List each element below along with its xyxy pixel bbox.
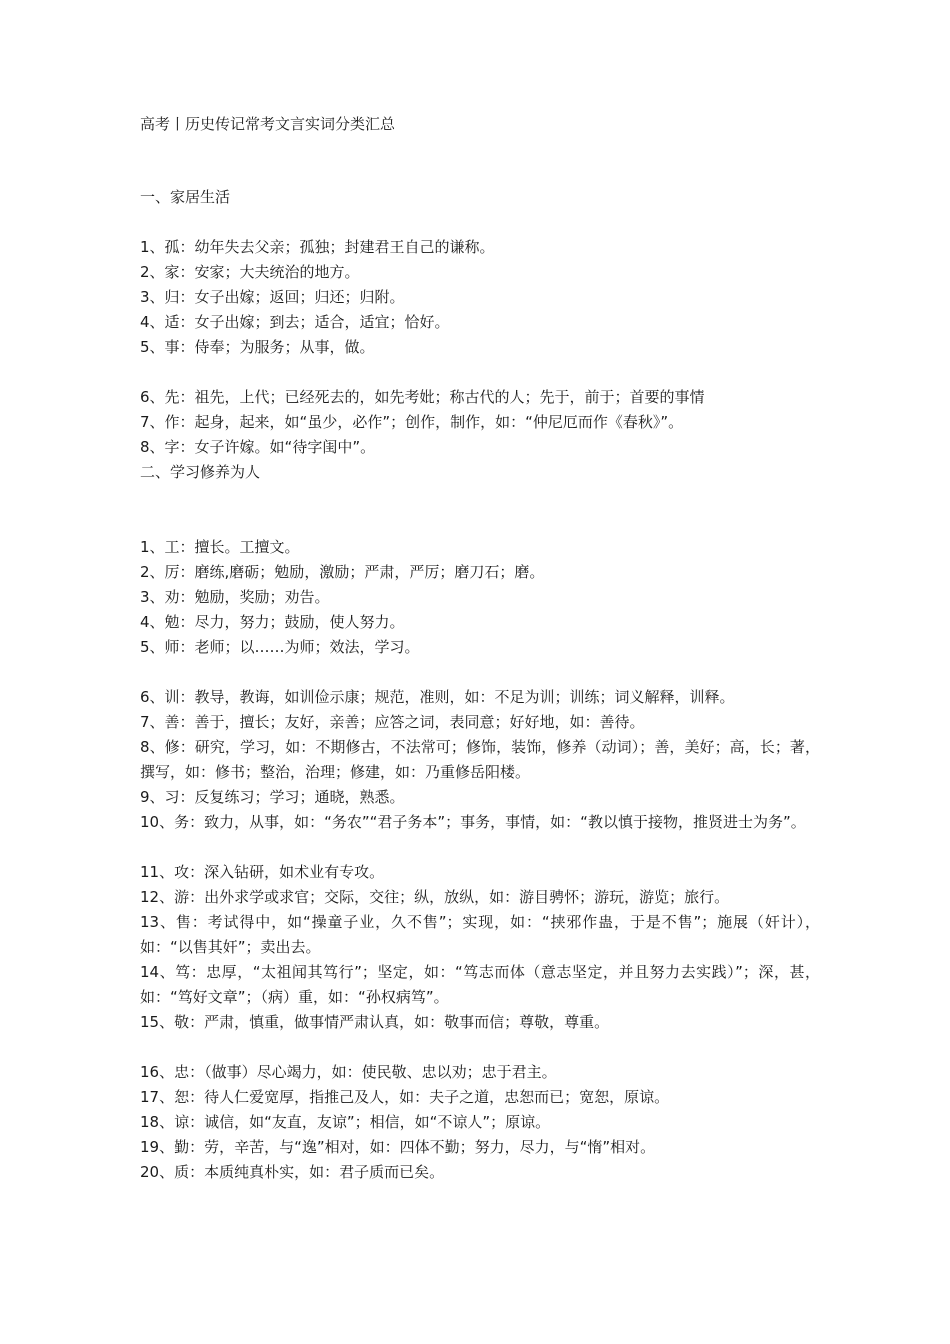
list-item: 8、修：研究，学习，如：不期修古，不法常可；修饰，装饰，修养（动词）；善，美好；高，长；著，撰写，如：修书；整治，治理；修建，如：乃重修岳阳楼。 [140, 738, 820, 781]
list-item: 15、敬：严肃，慎重，做事情严肃认真，如：敬事而信；尊敬，尊重。 [140, 1013, 610, 1031]
list-item: 3、劝：勉励，奖励；劝告。 [140, 588, 330, 606]
list-item: 5、师：老师；以……为师；效法，学习。 [140, 638, 420, 656]
list-item: 1、工：擅长。工擅文。 [140, 538, 300, 556]
list-item: 10、务：致力，从事，如：“务农”“君子务本”；事务，事情，如：“教以慎于接物，推贤进士为务”。 [140, 813, 806, 831]
list-item: 7、作：起身，起来，如“虽少，必作”；创作，制作，如：“仲尼厄而作《春秋》”。 [140, 413, 684, 431]
list-item: 5、事：侍奉；为服务；从事，做。 [140, 338, 375, 356]
list-item: 9、习：反复练习；学习；通晓，熟悉。 [140, 788, 405, 806]
list-item: 17、恕：待人仁爱宽厚，指推己及人，如：夫子之道，忠恕而已；宽恕，原谅。 [140, 1088, 670, 1106]
list-item: 19、勤：劳，辛苦，与“逸”相对，如：四体不勤；努力，尽力，与“惰”相对。 [140, 1138, 656, 1156]
document-title: 高考丨历史传记常考文言实词分类汇总 [140, 115, 396, 133]
list-item: 20、质：本质纯真朴实，如：君子质而已矣。 [140, 1163, 445, 1181]
entry-list [140, 1060, 820, 1185]
entry-list [140, 860, 820, 1035]
section-heading-home-life: 一、家居生活 [140, 188, 231, 206]
list-item: 18、谅：诚信，如“友直，友谅”；相信，如“不谅人”；原谅。 [140, 1113, 551, 1131]
list-item: 12、游：出外求学或求官；交际，交往；纵，放纵，如：游目骋怀；游玩，游览；旅行。 [140, 888, 730, 906]
entry-list [140, 385, 820, 460]
entry-list [140, 685, 820, 835]
list-item: 14、笃：忠厚，“太祖闻其笃行”；坚定，如：“笃志而体（意志坚定，并且努力去实践）”；深，甚，如：“笃好文章”；（病）重，如：“孙权病笃”。 [140, 963, 820, 1006]
list-item: 6、训：教导，教诲，如训俭示康；规范，准则，如：不足为训；训练；词义解释，训释。 [140, 688, 735, 706]
list-item: 4、勉：尽力，努力；鼓励，使人努力。 [140, 613, 405, 631]
list-item: 2、厉：磨练,磨砺；勉励，激励；严肃，严厉；磨刀石；磨。 [140, 563, 545, 581]
list-item: 8、字：女子许嫁。如“待字闺中”。 [140, 438, 376, 456]
document-body [140, 112, 820, 1185]
section-heading-study-cultivation: 二、学习修养为人 [140, 463, 261, 481]
list-item: 13、售：考试得中，如“操童子业，久不售”；实现，如：“挟邪作蛊，于是不售”；施展（奸计），如：“以售其奸”；卖出去。 [140, 913, 820, 956]
list-item: 2、家：安家；大夫统治的地方。 [140, 263, 360, 281]
list-item: 3、归：女子出嫁；返回；归还；归附。 [140, 288, 405, 306]
list-item: 7、善：善于，擅长；友好，亲善；应答之词，表同意；好好地，如：善待。 [140, 713, 645, 731]
list-item: 16、忠：（做事）尽心竭力，如：使民敬、忠以劝；忠于君主。 [140, 1063, 557, 1081]
list-item: 6、先：祖先，上代；已经死去的，如先考妣；称古代的人；先于，前于；首要的事情 [140, 388, 705, 406]
list-item: 4、适：女子出嫁；到去；适合，适宜；恰好。 [140, 313, 450, 331]
entry-list [140, 235, 820, 360]
entry-list [140, 535, 820, 660]
list-item: 1、孤：幼年失去父亲；孤独；封建君王自己的谦称。 [140, 238, 495, 256]
list-item: 11、攻：深入钻研，如术业有专攻。 [140, 863, 385, 881]
